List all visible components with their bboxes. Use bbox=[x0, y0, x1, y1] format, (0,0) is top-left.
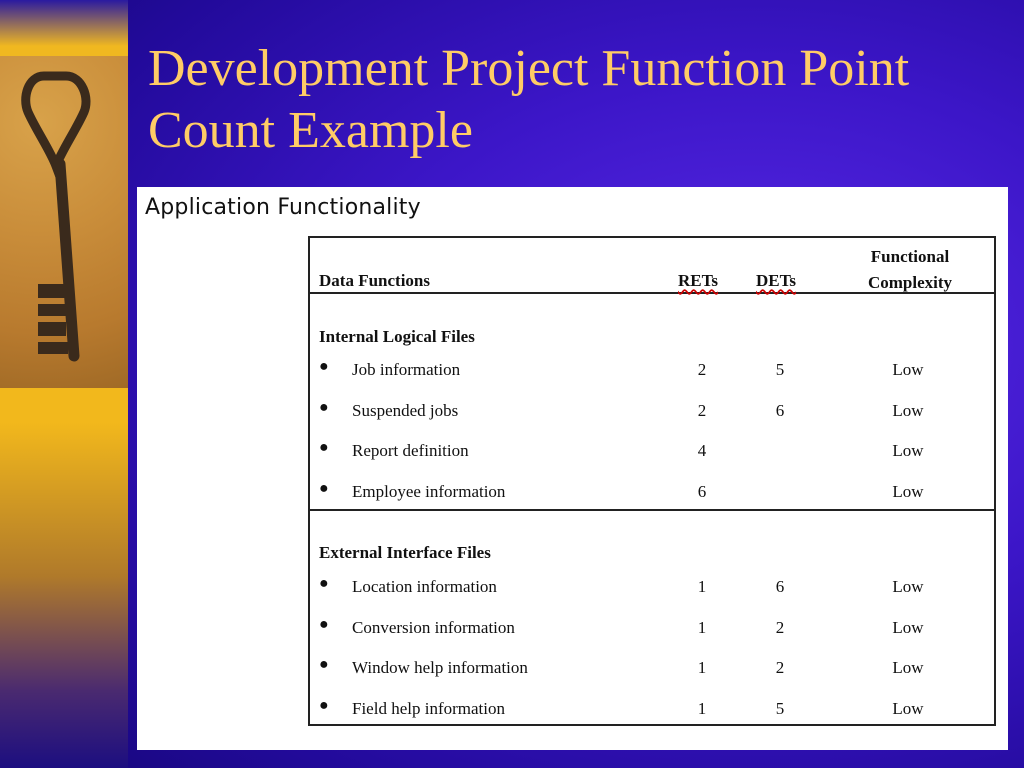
row-complexity: Low bbox=[892, 577, 924, 596]
row-complexity: Low bbox=[892, 360, 924, 379]
row-rets: 6 bbox=[697, 482, 707, 501]
group-title-internal-logical-files: Internal Logical Files bbox=[319, 327, 475, 346]
row-dets: 5 bbox=[775, 699, 785, 718]
row-name: Field help information bbox=[352, 699, 505, 718]
table-row bbox=[310, 699, 994, 723]
row-name: Window help information bbox=[352, 658, 528, 677]
row-rets: 1 bbox=[697, 618, 707, 637]
group-divider bbox=[310, 509, 994, 511]
header-functional-complexity: Functional Complexity bbox=[867, 247, 953, 292]
row-rets: 1 bbox=[697, 577, 707, 596]
data-functions-table bbox=[308, 236, 996, 726]
row-name: Location information bbox=[352, 577, 497, 596]
bullet: ● bbox=[319, 358, 329, 375]
table-row bbox=[310, 441, 994, 465]
row-complexity: Low bbox=[892, 618, 924, 637]
row-complexity: Low bbox=[892, 441, 924, 460]
table-row bbox=[310, 618, 994, 642]
row-rets: 4 bbox=[697, 441, 707, 460]
bullet: ● bbox=[319, 616, 329, 633]
row-name: Suspended jobs bbox=[352, 401, 459, 420]
row-rets: 1 bbox=[697, 658, 707, 677]
row-rets: 1 bbox=[697, 699, 707, 718]
row-complexity: Low bbox=[892, 482, 924, 501]
row-name: Report definition bbox=[352, 441, 469, 460]
row-dets: 6 bbox=[775, 401, 785, 420]
row-name: Job information bbox=[352, 360, 461, 379]
bullet: ● bbox=[319, 399, 329, 416]
bullet: ● bbox=[319, 439, 329, 456]
table-row bbox=[310, 577, 994, 601]
row-dets: 2 bbox=[775, 658, 785, 677]
row-dets: 6 bbox=[775, 577, 785, 596]
functionality-image bbox=[137, 187, 1008, 750]
bullet: ● bbox=[319, 575, 329, 592]
table-header bbox=[310, 238, 994, 294]
table-row bbox=[310, 658, 994, 682]
bullet: ● bbox=[319, 480, 329, 497]
row-dets: 5 bbox=[775, 360, 785, 379]
row-complexity: Low bbox=[892, 401, 924, 420]
row-rets: 2 bbox=[697, 401, 707, 420]
antique-key-icon bbox=[0, 56, 128, 388]
header-dets: DETs bbox=[756, 271, 797, 290]
image-heading: Application Functionality bbox=[145, 195, 421, 220]
header-data-functions: Data Functions bbox=[319, 271, 430, 290]
bullet: ● bbox=[319, 697, 329, 714]
slide-title: Development Project Function Point Count Example bbox=[148, 40, 910, 159]
table-row bbox=[310, 482, 994, 506]
row-rets: 2 bbox=[697, 360, 707, 379]
row-dets: 2 bbox=[775, 618, 785, 637]
bullet: ● bbox=[319, 656, 329, 673]
row-name: Employee information bbox=[352, 482, 506, 501]
row-complexity: Low bbox=[892, 658, 924, 677]
group-title-external-interface-files: External Interface Files bbox=[319, 543, 491, 562]
table-row bbox=[310, 360, 994, 384]
row-complexity: Low bbox=[892, 699, 924, 718]
header-rets: RETs bbox=[678, 271, 719, 290]
row-name: Conversion information bbox=[352, 618, 515, 637]
table-row bbox=[310, 401, 994, 425]
